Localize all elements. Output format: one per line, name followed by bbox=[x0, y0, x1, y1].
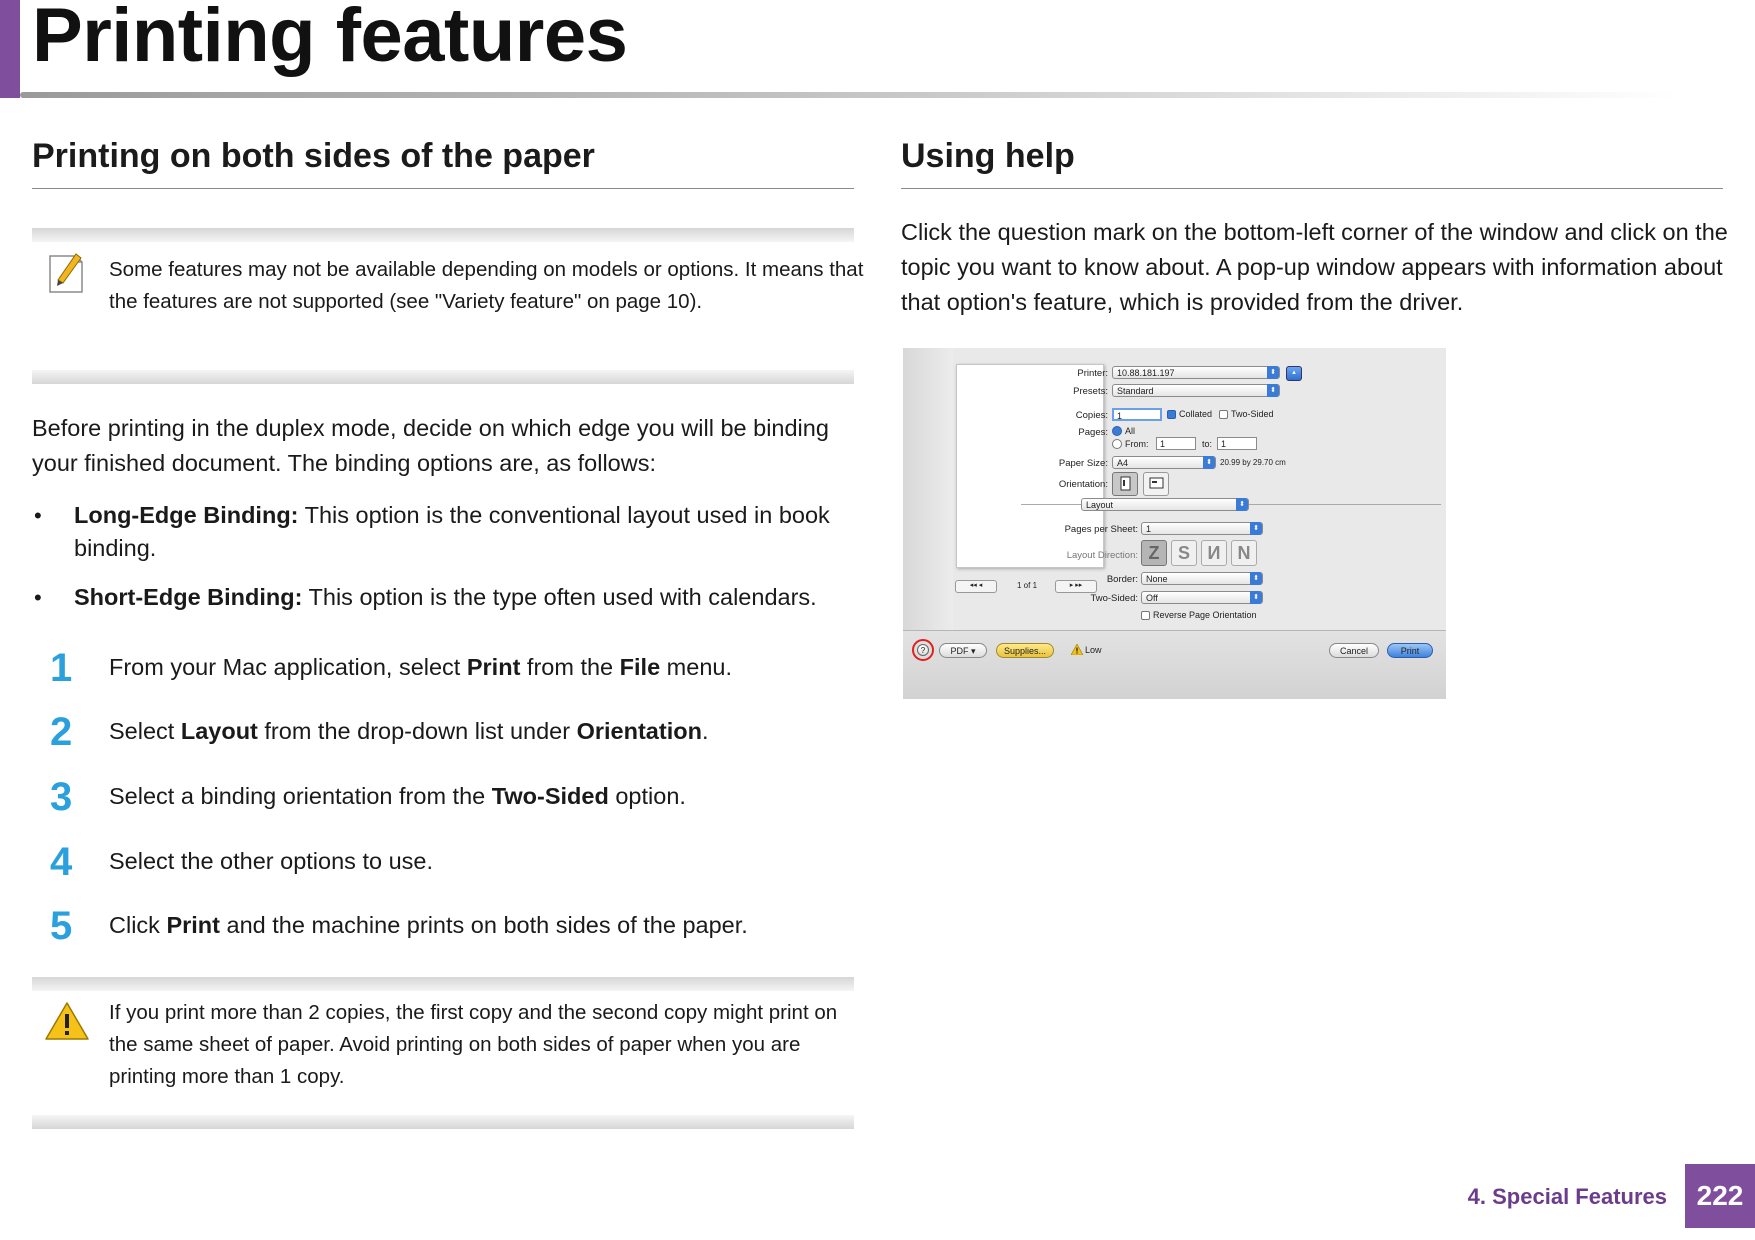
next-page-button[interactable]: ▸ ▸▸ bbox=[1055, 580, 1097, 593]
paper-dimensions: 20.99 by 29.70 cm bbox=[1220, 458, 1286, 467]
step-text: Click Print and the machine prints on both sides of the paper. bbox=[109, 912, 748, 938]
border-select[interactable]: None ⬍ bbox=[1141, 572, 1263, 585]
caution-box bbox=[32, 977, 854, 1129]
paper-size-label: Paper Size: bbox=[1058, 458, 1108, 469]
step-text: From your Mac application, select Print from the File menu. bbox=[109, 654, 732, 680]
list-item: • Short-Edge Binding: This option is the type often used with calendars. bbox=[34, 584, 817, 610]
printer-select[interactable]: 10.88.181.197 ⬍ bbox=[1112, 366, 1280, 379]
step-text: Select the other options to use. bbox=[109, 848, 433, 874]
presets-label: Presets: bbox=[1073, 386, 1108, 397]
help-question-icon[interactable]: ? bbox=[917, 644, 929, 656]
cancel-button[interactable]: Cancel bbox=[1329, 643, 1379, 658]
low-warning-icon bbox=[1071, 644, 1083, 658]
page-title: Printing features bbox=[32, 0, 628, 78]
step-number: 5 bbox=[50, 904, 73, 948]
pages-from-label: From: bbox=[1125, 439, 1149, 449]
two-sided-checkbox[interactable] bbox=[1219, 410, 1228, 419]
page-number: 222 bbox=[1685, 1164, 1755, 1228]
section-rule bbox=[901, 188, 1723, 189]
two-sided-select[interactable]: Off ⬍ bbox=[1141, 591, 1263, 604]
collated-label: Collated bbox=[1179, 409, 1213, 419]
bullet-term: Long-Edge Binding: bbox=[74, 502, 299, 528]
section-heading-duplex: Printing on both sides of the paper bbox=[32, 137, 595, 175]
step-number: 3 bbox=[50, 775, 73, 819]
disclosure-button[interactable]: ▴ bbox=[1286, 366, 1302, 381]
two-sided-checkbox-label: Two-Sided bbox=[1231, 409, 1274, 419]
direction-z-icon[interactable]: Z bbox=[1141, 540, 1167, 566]
border-label: Border: bbox=[1106, 574, 1138, 585]
portrait-orientation-icon[interactable] bbox=[1112, 472, 1138, 496]
step-text: Select a binding orientation from the Two-Sided option. bbox=[109, 783, 686, 809]
note-box bbox=[32, 228, 864, 384]
reverse-orientation-checkbox[interactable] bbox=[1141, 611, 1150, 620]
pdf-button[interactable]: PDF ▾ bbox=[939, 643, 987, 658]
help-paragraph: Click the question mark on the bottom-left corner of the window and click on the topic you want to know about. A pop-up window appears with information about that option's feature, which is provided from the driver. bbox=[901, 219, 1728, 315]
prev-page-button[interactable]: ◂◂ ◂ bbox=[955, 580, 997, 593]
copies-label: Copies: bbox=[1075, 410, 1108, 421]
footer-chapter: 4. Special Features bbox=[1467, 1184, 1667, 1209]
title-accent-bar bbox=[0, 0, 20, 98]
collated-checkbox[interactable] bbox=[1167, 410, 1176, 419]
section-rule bbox=[32, 188, 854, 189]
low-status-label: Low bbox=[1085, 645, 1102, 655]
pages-label: Pages: bbox=[1078, 427, 1108, 438]
orientation-label: Orientation: bbox=[1058, 479, 1108, 490]
intro-paragraph: Before printing in the duplex mode, decide on which edge you will be binding your finished document. The binding options are, as follows: bbox=[32, 415, 829, 476]
two-sided-label: Two-Sided: bbox=[1090, 593, 1138, 604]
pages-all-label: All bbox=[1125, 426, 1136, 436]
print-button[interactable]: Print bbox=[1387, 643, 1433, 658]
direction-n-reverse-icon[interactable]: И bbox=[1201, 540, 1227, 566]
reverse-orientation-label: Reverse Page Orientation bbox=[1153, 610, 1257, 620]
pages-per-sheet-select[interactable]: 1 ⬍ bbox=[1141, 522, 1263, 535]
direction-n-icon[interactable]: N bbox=[1231, 540, 1257, 566]
step-number: 2 bbox=[50, 710, 73, 754]
bullet-list bbox=[32, 499, 862, 614]
pages-from-radio[interactable] bbox=[1112, 439, 1122, 449]
printer-label: Printer: bbox=[1077, 368, 1108, 379]
from-input[interactable]: 1 bbox=[1156, 437, 1196, 450]
warning-icon bbox=[44, 1001, 90, 1046]
step-number: 4 bbox=[50, 840, 73, 884]
note-pencil-icon bbox=[46, 250, 86, 299]
layout-direction-label: Layout Direction: bbox=[1066, 550, 1138, 561]
paper-size-select[interactable]: A4 ⬍ bbox=[1112, 456, 1216, 469]
caution-text: If you print more than 2 copies, the first copy and the second copy might print on the same sheet of paper. Avoid printing on both sides of paper when you are printing more than 1 copy. bbox=[109, 1001, 838, 1088]
bullet-term: Short-Edge Binding: bbox=[74, 584, 303, 610]
note-text: Some features may not be available depending on models or options. It means that the features are not supported (see "Variety feature" on page 10). bbox=[109, 258, 864, 313]
step-number: 1 bbox=[50, 646, 73, 690]
pages-all-radio[interactable] bbox=[1112, 426, 1122, 436]
bullet-desc: This option is the type often used with calendars. bbox=[302, 584, 817, 610]
step-text: Select Layout from the drop-down list under Orientation. bbox=[109, 718, 709, 744]
page-indicator: 1 of 1 bbox=[1017, 581, 1038, 590]
section-heading-help: Using help bbox=[901, 137, 1075, 175]
to-label: to: bbox=[1202, 439, 1213, 449]
landscape-orientation-icon[interactable] bbox=[1143, 472, 1169, 496]
pages-per-sheet-label: Pages per Sheet: bbox=[1064, 524, 1138, 535]
to-input[interactable]: 1 bbox=[1217, 437, 1257, 450]
bullet-desc: This option is the conventional layout used in book binding. bbox=[74, 502, 830, 561]
copies-input[interactable]: 1 bbox=[1112, 408, 1162, 421]
title-rule bbox=[20, 92, 1680, 98]
list-item: • Long-Edge Binding: This option is the conventional layout used in book binding. bbox=[34, 502, 830, 561]
section-select[interactable]: Layout ⬍ bbox=[1081, 498, 1249, 511]
supplies-button[interactable]: Supplies... bbox=[996, 643, 1054, 658]
direction-s-icon[interactable]: S bbox=[1171, 540, 1197, 566]
print-dialog-screenshot bbox=[903, 348, 1446, 699]
presets-select[interactable]: Standard ⬍ bbox=[1112, 384, 1280, 397]
